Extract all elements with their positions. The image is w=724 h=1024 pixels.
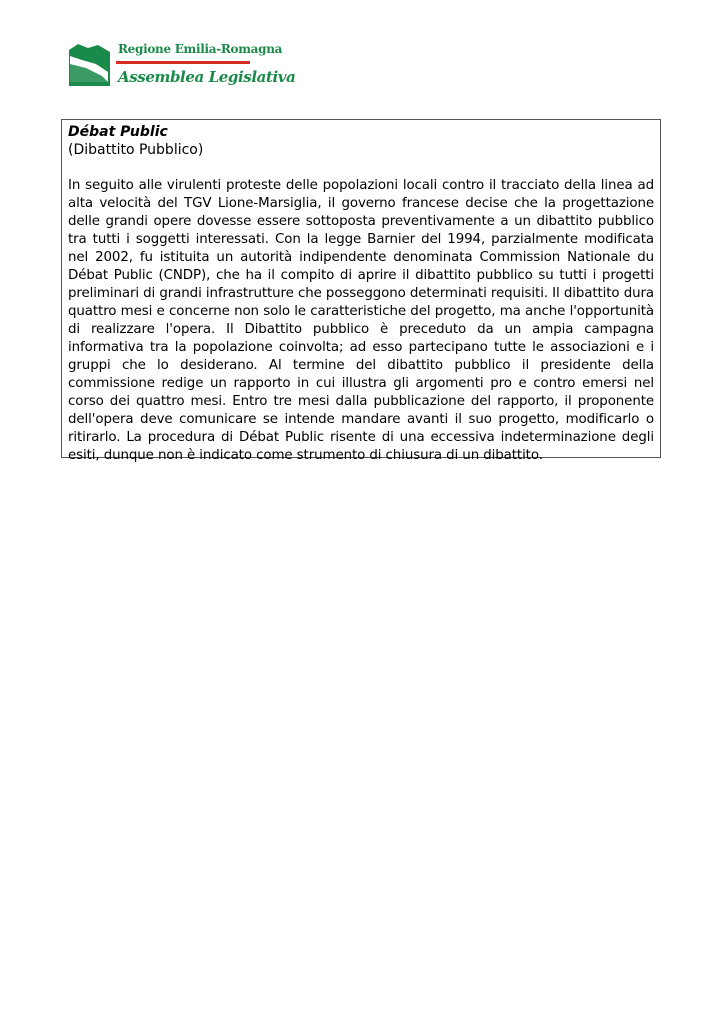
entry-title: Débat Public: [68, 124, 168, 140]
logo-divider: [116, 61, 250, 64]
glossary-entry-box: [61, 119, 661, 463]
emilia-romagna-region-logo: [68, 40, 296, 92]
entry-subtitle: (Dibattito Pubblico): [68, 142, 204, 158]
org-name-region: Regione Emilia-Romagna: [118, 42, 283, 56]
entry-body: In seguito alle virulenti proteste delle popolazioni locali contro il tracciato della linea ad alta velocità del TGV Lione-Marsiglia, il governo francese decise che la progettazione delle grandi opere dovesse essere sottoposta preventivamente a un dibattito pubblico tra tutti i soggetti interessati. Con la legge Barnier del 1994, parzialmente modificata nel 2002, fu istituita un autorità indipendente denominata Commission Nationale du Débat Public (CNDP), che ha il compito di aprire il dibattito pubblico su tutti i progetti preliminari di grandi infrastrutture che posseggono determinati requisiti. Il dibattito dura quattro mesi e concerne non solo le caratteristiche del progetto, ma anche l'opportunità di realizzare l'opera. Il Dibattito pubblico è preceduto da un ampia campagna informativa tra la popolazione coinvolta; ad esso partecipano tutte le associazioni e i gruppi che lo desiderano. Al termine del dibattito pubblico il presidente della commissione redige un rapporto in cui illustra gli argomenti pro e contro emersi nel corso dei quattro mesi. Entro tre mesi dalla pubblicazione del rapporto, il proponente dell'opera deve comunicare se intende mandare avanti il suo progetto, modificarlo o ritirarlo. La procedura di Débat Public risente di una eccessiva indeterminazione degli esiti, dunque non è indicato come strumento di chiusura di un dibattito.: [68, 178, 654, 463]
region-shape-icon: [68, 42, 112, 90]
org-name-assembly: Assemblea Legislativa: [118, 68, 296, 86]
